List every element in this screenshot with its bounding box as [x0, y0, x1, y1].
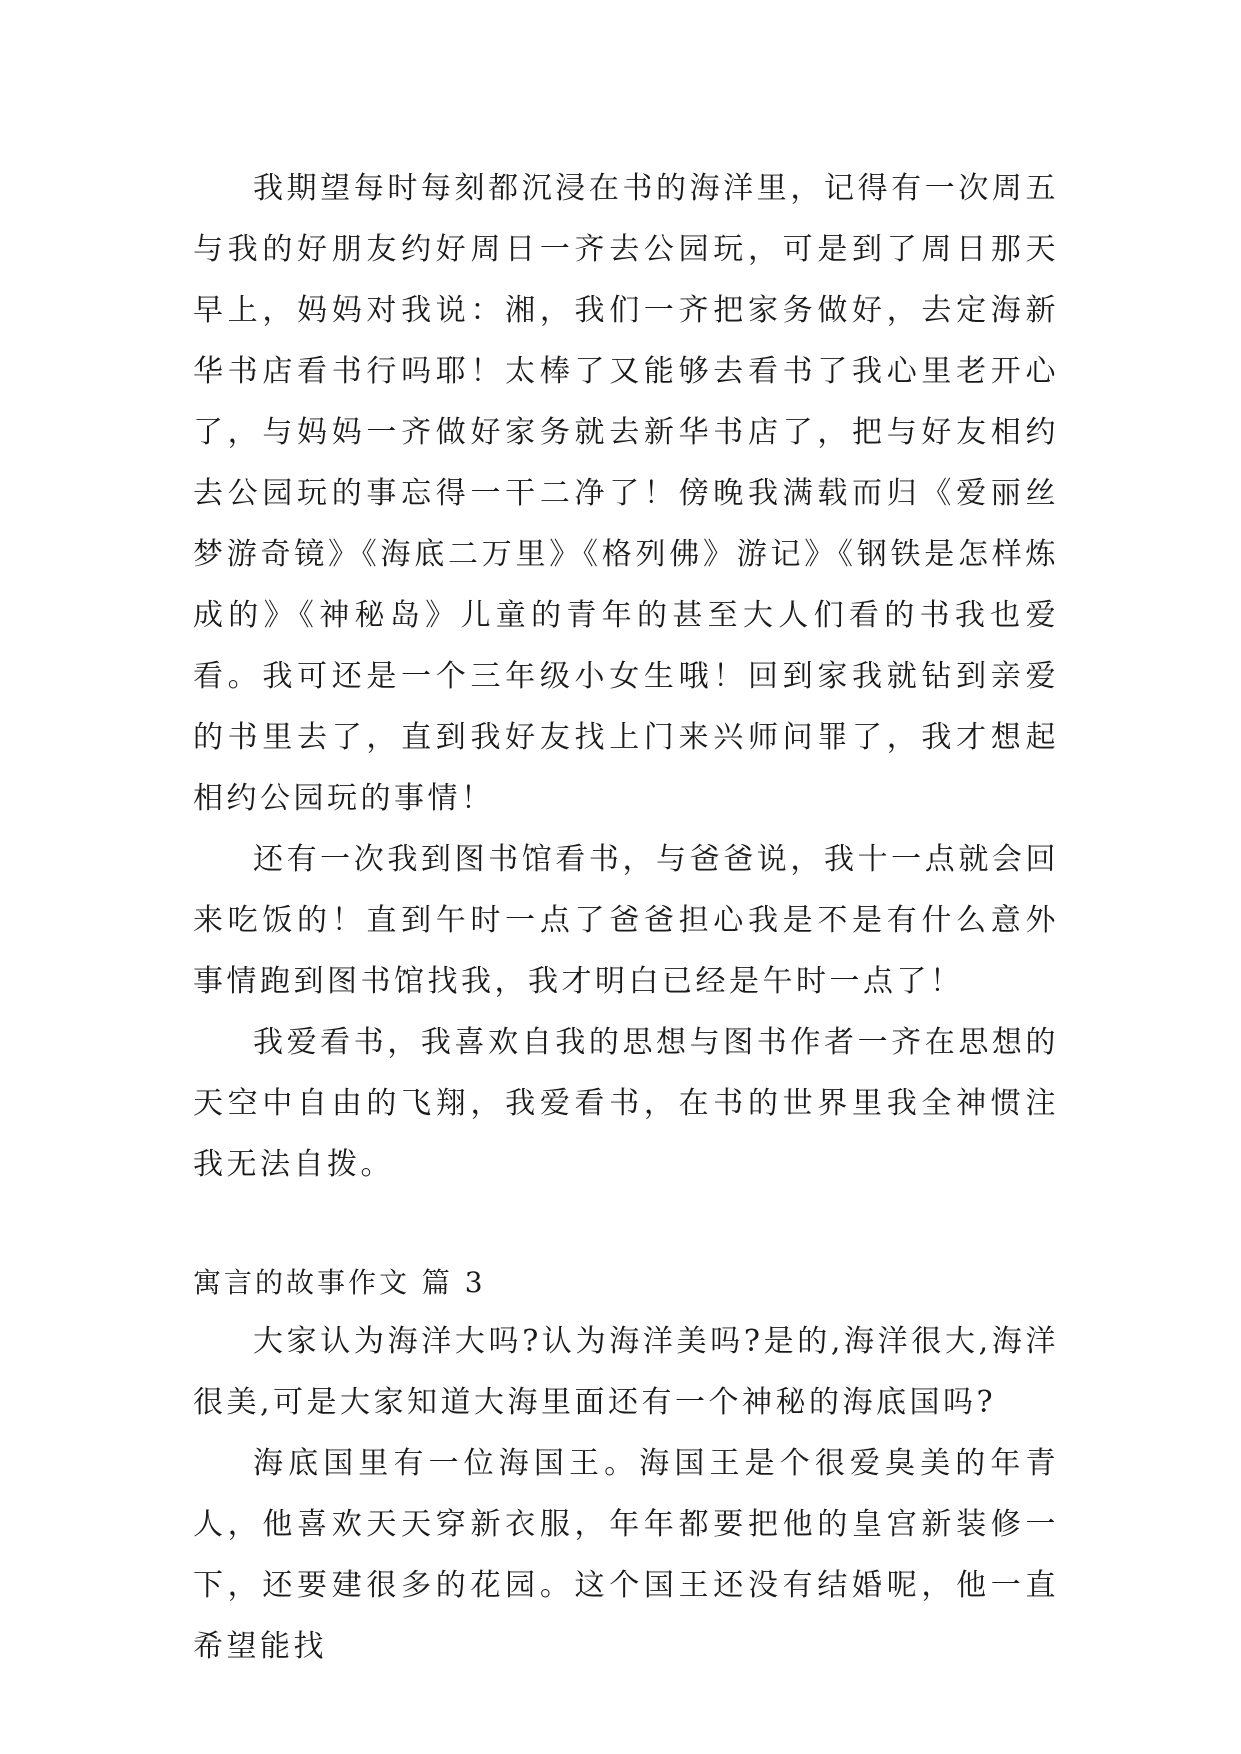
paragraph-book-ocean: 我期望每时每刻都沉浸在书的海洋里，记得有一次周五与我的好朋友约好周日一齐去公园玩，可是到了周日那天早上，妈妈对我说：湘，我们一齐把家务做好，去定海新华书店看书行吗耶！太棒了又能够去看书了我心里老开心了，与妈妈一齐做好家务就去新华书店了，把与好友相约去公园玩的事忘得一干二净了！傍晚我满载而归《爱丽丝梦游奇镜》《海底二万里》《格列佛》游记》《钢铁是怎样炼成的》《神秘岛》儿童的青年的甚至大人们看的书我也爱看。我可还是一个三年级小女生哦！回到家我就钻到亲爱的书里去了，直到我好友找上门来兴师问罪了，我才想起相约公园玩的事情！ [193, 171, 1059, 816]
section-spacer [193, 1195, 1059, 1255]
document-body [193, 158, 1059, 1677]
paragraph-library-visit: 还有一次我到图书馆看书，与爸爸说，我十一点就会回来吃饭的！直到午时一点了爸爸担心我是不是有什么意外事情跑到图书馆找我，我才明白已经是午时一点了！ [193, 842, 1059, 999]
section-heading: 寓言的故事作文 篇 3 [193, 1266, 486, 1299]
paragraph-love-reading: 我爱看书，我喜欢自我的思想与图书作者一齐在思想的天空中自由的飞翔，我爱看书，在书的世界里我全神惯注我无法自拨。 [193, 1025, 1059, 1182]
paragraph-sea-king: 海底国里有一位海国王。海国王是个很爱臭美的年青人，他喜欢天天穿新衣服，年年都要把他的皇宫新装修一下，还要建很多的花园。这个国王还没有结婚呢，他一直希望能找 [193, 1446, 1059, 1664]
paragraph-ocean-question: 大家认为海洋大吗?认为海洋美吗?是的,海洋很大,海洋很美,可是大家知道大海里面还有一个神秘的海底国吗? [193, 1324, 1059, 1420]
